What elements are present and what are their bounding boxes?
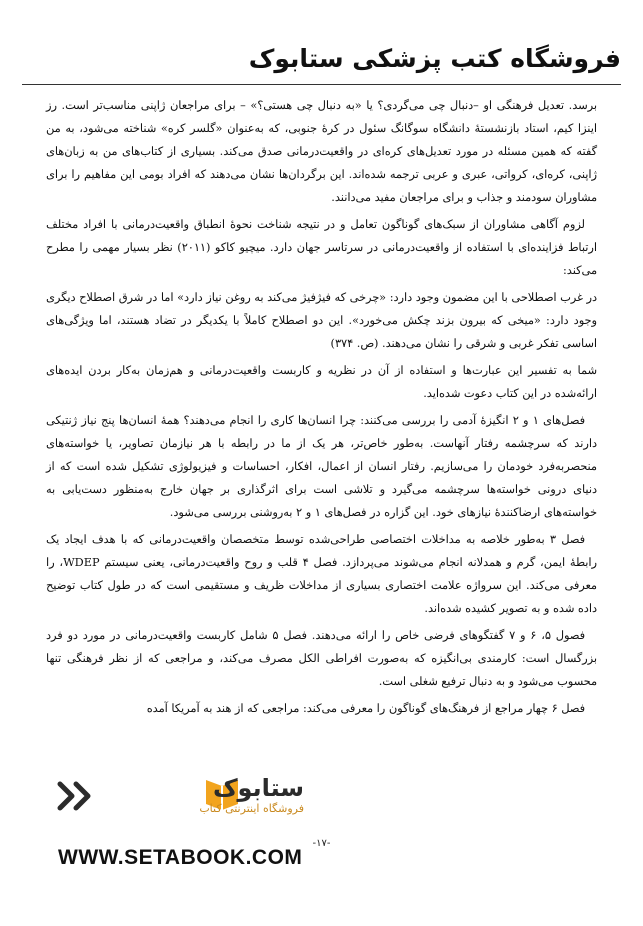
website-url[interactable]: WWW.SETABOOK.COM xyxy=(58,846,303,869)
paragraph: لزوم آگاهی مشاوران از سبک‌های گوناگون تعامل و در نتیجه شناخت نحوهٔ انطباق واقعیت‌درمانی با افراد مختلف ارتباط فزاینده‌ای با استفاده از واقعیت‌درمانی در سرتاسر جهان دارد. میچیو کاکو (۲۰۱۱) نظر بسیار مهمی را مطرح می‌کند: xyxy=(46,218,597,277)
header-divider xyxy=(22,84,621,85)
paragraph: برسد. تعدیل فرهنگی او –دنبال چی می‌گردی؟ یا «به دنبال چی هستی؟» – برای مراجعان ژاپنی مناسب‌تر است. رز اینزا کیم، استاد بازنشستهٔ دانشگاه سوگانگ سئول در کرهٔ جنوبی، که به‌عنوان «گلسر کره» شناخته می‌شود، به من گفته که همین مسئله در مورد تعدیل‌های کره‌ای در واقعیت‌درمانی صدق می‌کند. بسیاری از کتاب‌های من به زبان‌های ژاپنی، کره‌ای، کرواتی، عبری و عربی ترجمه شده‌اند. این برگردان‌ها نشان می‌دهند که افراد بومی این مفاهیم را برای مشاوران سودمند و جذاب و برای مراجعان مفید می‌دانند. xyxy=(46,99,597,204)
page-title: فروشگاه کتب پزشکی ستابوک xyxy=(248,44,621,73)
paragraph: فصول ۵، ۶ و ۷ گفتگوهای فرضی خاص را ارائه می‌دهند. فصل ۵ شامل کاربست واقعیت‌درمانی در مورد دو فرد بزرگسال است: کارمندی بی‌انگیزه که به‌صورت افراطی الکل مصرف می‌کند، و مراجعی که از نظر فرهنگی تنها محسوب می‌شود و به دنبال ترفیع شغلی است. xyxy=(46,629,597,688)
paragraph: فصل ۳ به‌طور خلاصه به مداخلات اختصاصی طراحی‌شده توسط متخصصان واقعیت‌درمانی که با هدف ایجاد یک رابطهٔ ایمن، گرم و همدلانه انجام می‌شوند می‌پردازد. فصل ۴ قلب و روح واقعیت‌درمانی، یعنی سیستم WDEP، را معرفی می‌کند. این سرواژه علامت اختصاری بسیاری از مداخلات ظریف و مستقیمی است که در طول کتاب توضیح داده شده و به تصویر کشیده شده‌اند. xyxy=(46,533,597,615)
logo-tagline: فروشگاه اینترنتی کتاب xyxy=(199,802,304,815)
page-header xyxy=(22,36,621,82)
paragraph: فصل‌های ۱ و ۲ انگیزهٔ آدمی را بررسی می‌کنند: چرا انسان‌ها کاری را انجام می‌دهند؟ همهٔ انسان‌ها پنج نیاز ژنتیکی دارند که سرچشمه رفتار آنهاست. به‌طور خاص‌تر، هر یک از ما در رابطه با هر نیازمان تصاویر، یا خواسته‌های منحصربه‌فرد خودمان را می‌سازیم. رفتار انسان از اعمال، افکار، احساسات و فیزیولوژی تشکیل شده است که از دنیای درونی خواسته‌ها سرچشمه می‌گیرد و تلاشی است برای اثرگذاری بر جهان خارج به‌منظور دست‌یابی به خواسته‌های ارضاکنندهٔ نیازهای خود. این گزاره در فصل‌های ۱ و ۲ به‌روشنی بررسی می‌شود. xyxy=(46,414,597,519)
logo-text xyxy=(199,774,304,816)
logo-brand: ستابوک xyxy=(212,774,304,802)
page-number: -۱۷- xyxy=(312,838,331,849)
setabook-logo xyxy=(54,774,304,820)
paragraph: فصل ۶ چهار مراجع از فرهنگ‌های گوناگون را معرفی می‌کند: مراجعی که از هند به آمریکا آمده xyxy=(146,702,585,715)
document-body xyxy=(46,94,597,724)
paragraph: شما به تفسیر این عبارت‌ها و استفاده از آن در نظریه و کاربست واقعیت‌درمانی و هم‌زمان به‌کار بردن ایده‌های ارائه‌شده در این کتاب دعوت شده‌اید. xyxy=(46,364,597,400)
play-arrows-icon xyxy=(54,778,102,814)
block-quote: در غرب اصطلاحی با این مضمون وجود دارد: «چرخی که فیژفیژ می‌کند به روغن نیاز دارد» اما در شرق اصطلاح دیگری وجود دارد: «میخی که بیرون بزند چکش می‌خورد». این دو اصطلاح کاملاً با یکدیگر در تضاد هستند، اما ویژگی‌های اساسی تفکر غربی و شرقی را نشان می‌دهند. (ص. ۳۷۴) xyxy=(46,291,597,350)
